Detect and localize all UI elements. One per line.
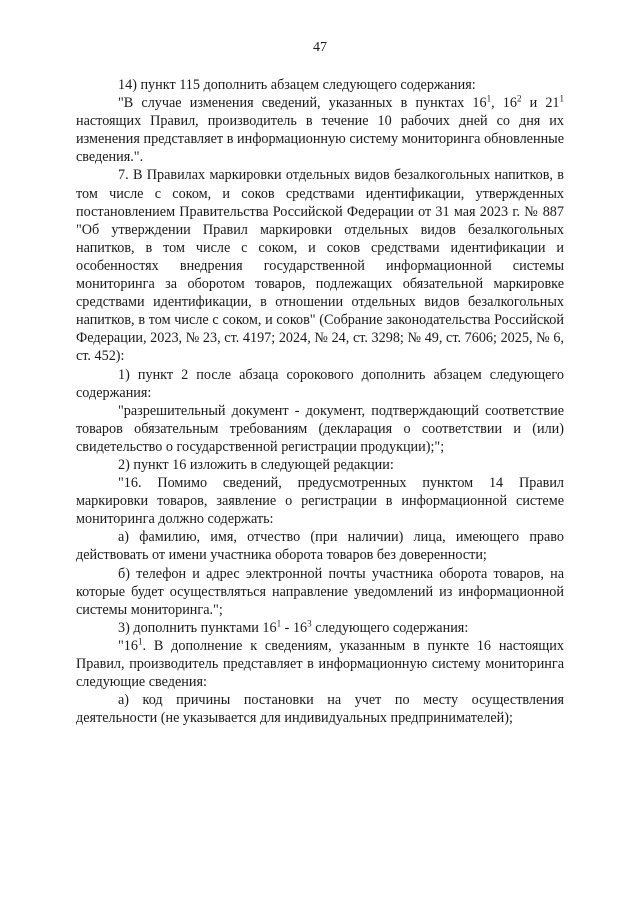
paragraph: "$16^1$. В дополнение к сведениям, указанным в пункте 16 настоящих Правил, производитель представляет в информационную систему мониторинга следующие сведения: (76, 636, 564, 691)
paragraph: 14) пункт 115 дополнить абзацем следующего содержания: (118, 77, 476, 93)
page-number: 47 (313, 40, 327, 55)
paragraph: 2) пункт 16 изложить в следующей редакции: (118, 456, 394, 473)
paragraph: "16. Помимо сведений, предусмотренных пунктом 14 Правил маркировки товаров, заявление о регистрации в информационной системе мониторинга должно содержать: (76, 475, 564, 528)
paragraph: 3) дополнить пунктами $16^1 - 16^3$ следующего содержания: (118, 618, 469, 636)
paragraph: "разрешительный документ - документ, подтверждающий соответствие товаров обязательным требованиям (декларация о соответствии и (или) свидетельство о государственной регистрации продукции);"; (76, 402, 564, 455)
paragraph: 7. В Правилах маркировки отдельных видов безалкогольных напитков, в том числе с соком, и соков средствами идентификации, утвержденных постановлением Правительства Российской Федерации от 31 мая 2023 г. № 887 "Об утверждении Правил маркировки отдельных видов безалкогольных напитков, в том числе с соком, и соков средствами идентификации и особенностях внедрения государственной информационной системы мониторинга за оборотом товаров, подлежащих обязательной маркировке средствами идентификации, в отношении отдельных видов безалкогольных напитков, в том числе с соком, и соков" (Собрание законодательства Российской Федерации, 2023, № 23, ст. 4197; 2024, № 24, ст. 3298; № 49, ст. 7606; 2025, № 6, ст. 452): (76, 167, 564, 365)
paragraph: б) телефон и адрес электронной почты участника оборота товаров, на которые будет осуществляться направление уведомлений из информационной системы мониторинга."; (76, 565, 564, 618)
paragraph: 1) пункт 2 после абзаца сорокового дополнить абзацем следующего содержания: (76, 366, 564, 401)
paragraph: а) фамилию, имя, отчество (при наличии) лица, имеющего право действовать от имени участника оборота товаров без доверенности; (76, 529, 564, 564)
document-body (76, 76, 564, 727)
paragraph: "В случае изменения сведений, указанных в пунктах $16^1$, $16^2$ и $21^1$ настоящих Правил, производитель в течение 10 рабочих дней со дня их изменения представляет в информационную систему мониторинга обновленные сведения.". (76, 93, 565, 166)
paragraph: а) код причины постановки на учет по месту осуществления деятельности (не указывается для индивидуальных предпринимателей); (76, 692, 564, 727)
